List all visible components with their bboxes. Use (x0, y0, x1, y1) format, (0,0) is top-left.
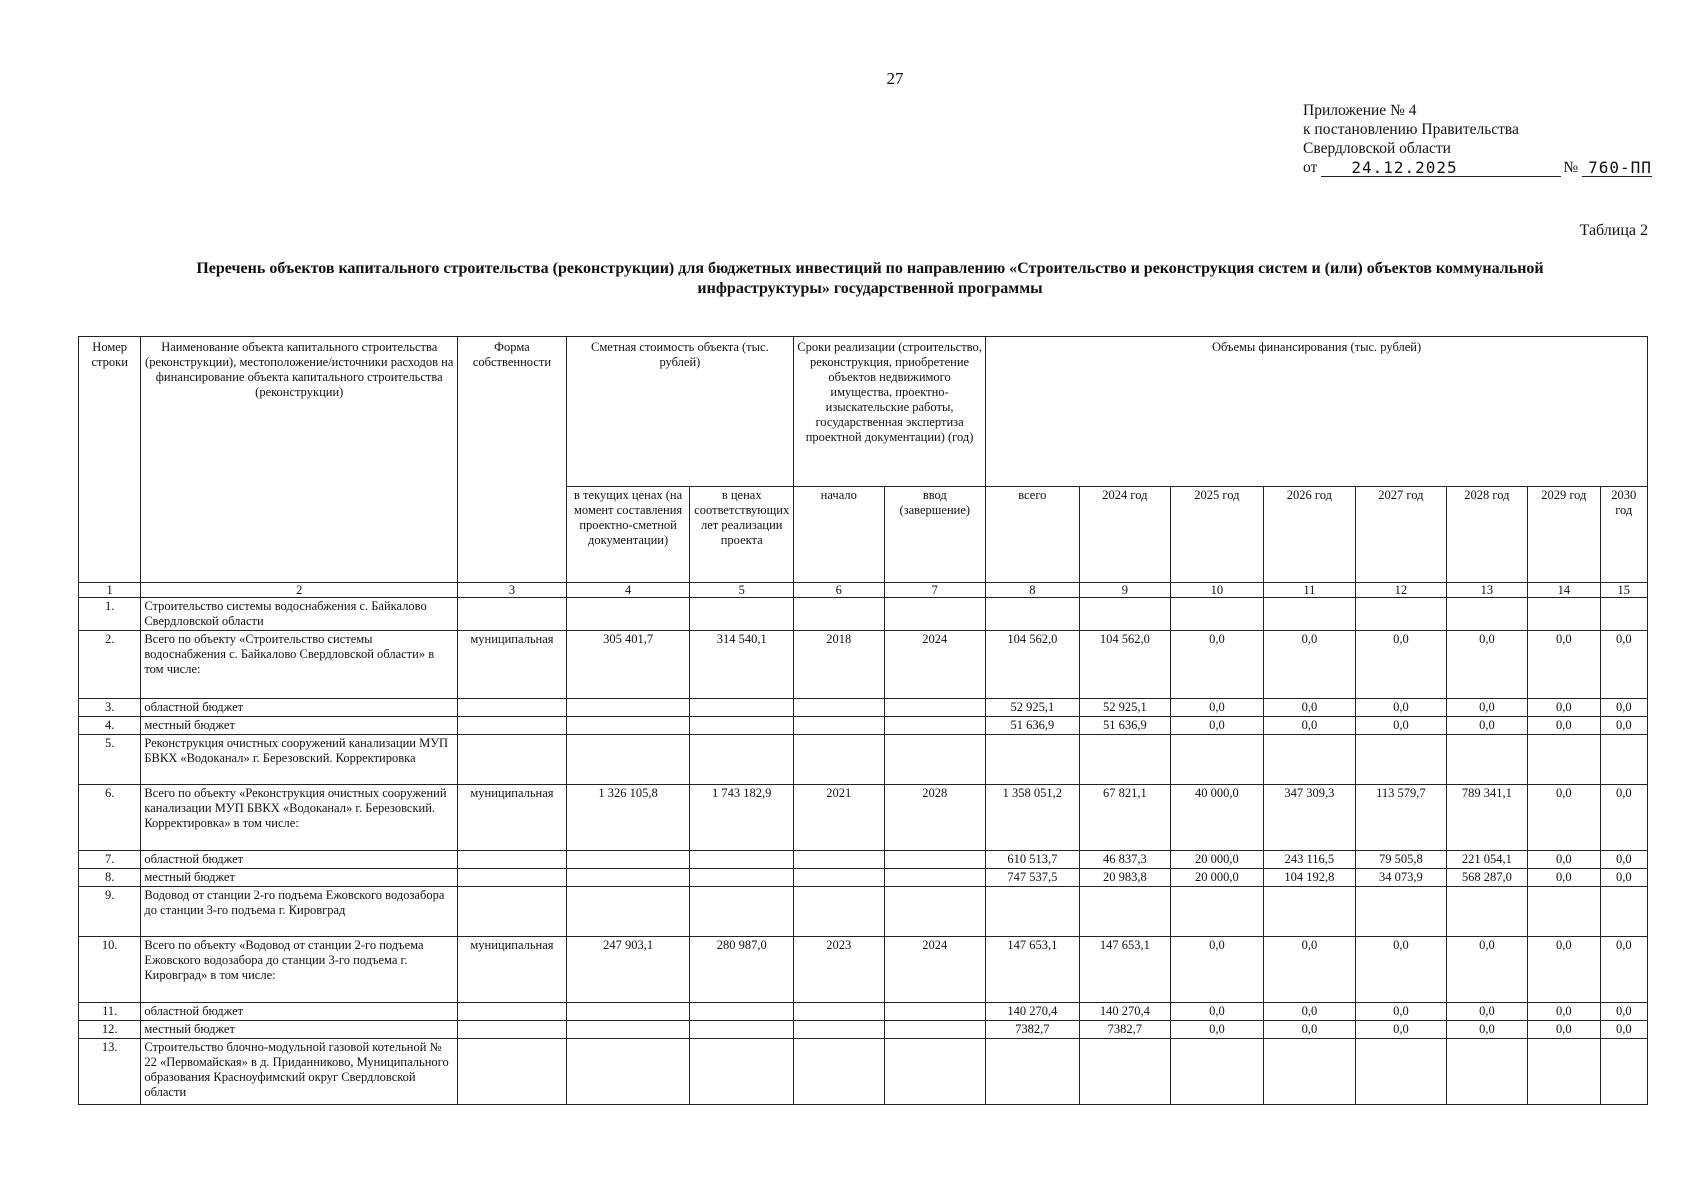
amount-2026: 0,0 (1263, 937, 1356, 1003)
cost-years: 280 987,0 (690, 937, 794, 1003)
amount-2026: 0,0 (1263, 717, 1356, 735)
cost-current: 247 903,1 (566, 937, 690, 1003)
row-number: 3. (79, 699, 141, 717)
start-year (794, 735, 885, 785)
header-2028: 2028 год (1446, 487, 1527, 583)
row-number: 7. (79, 851, 141, 869)
amount-2027 (1356, 1039, 1447, 1105)
object-name: местный бюджет (141, 717, 458, 735)
amount-2030 (1600, 598, 1647, 631)
object-name: областной бюджет (141, 699, 458, 717)
object-name: Водовод от станции 2-го подъема Ежовского водозабора до станции 3-го подъема г. Кировград (141, 887, 458, 937)
end-year (884, 1003, 986, 1021)
amount-2028: 0,0 (1446, 631, 1527, 699)
amount-2028 (1446, 1039, 1527, 1105)
table-row (79, 1003, 1648, 1021)
amount-2028: 0,0 (1446, 1003, 1527, 1021)
start-year (794, 717, 885, 735)
resolution-number: 760-ПП (1582, 160, 1652, 177)
amount-2028 (1446, 735, 1527, 785)
ownership: муниципальная (458, 785, 567, 851)
end-year (884, 735, 986, 785)
amount-2025: 0,0 (1171, 1021, 1264, 1039)
amount-2024: 147 653,1 (1079, 937, 1171, 1003)
start-year (794, 1003, 885, 1021)
amount-2025: 0,0 (1171, 937, 1264, 1003)
header-total: всего (986, 487, 1080, 583)
end-year (884, 699, 986, 717)
header-2030: 2030 год (1600, 487, 1647, 583)
object-name: местный бюджет (141, 869, 458, 887)
amount-2030: 0,0 (1600, 785, 1647, 851)
number-label: № (1563, 159, 1579, 176)
cost-years (690, 1021, 794, 1039)
cost-current (566, 887, 690, 937)
total-amount: 7382,7 (986, 1021, 1080, 1039)
amount-2027: 79 505,8 (1356, 851, 1447, 869)
table-row (79, 937, 1648, 1003)
column-number: 6 (794, 583, 885, 598)
amount-2024 (1079, 887, 1171, 937)
header-2029: 2029 год (1528, 487, 1600, 583)
header-ownership: Форма собственности (458, 337, 567, 583)
amount-2024: 46 837,3 (1079, 851, 1171, 869)
column-number: 11 (1263, 583, 1356, 598)
amount-2026 (1263, 887, 1356, 937)
total-amount: 104 562,0 (986, 631, 1080, 699)
amount-2030: 0,0 (1600, 717, 1647, 735)
object-name: Строительство блочно-модульной газовой котельной № 22 «Первомайская» в д. Приданниково, Муниципального образования Красноуфимский округ Свердловской области (141, 1039, 458, 1105)
end-year (884, 717, 986, 735)
amount-2026 (1263, 1039, 1356, 1105)
header-estimated-cost: Сметная стоимость объекта (тыс. рублей) (566, 337, 793, 487)
amount-2030: 0,0 (1600, 937, 1647, 1003)
cost-years (690, 598, 794, 631)
row-number: 5. (79, 735, 141, 785)
amount-2029 (1528, 598, 1600, 631)
row-number: 9. (79, 887, 141, 937)
header-2026: 2026 год (1263, 487, 1356, 583)
column-number: 9 (1079, 583, 1171, 598)
cost-years: 1 743 182,9 (690, 785, 794, 851)
column-number: 3 (458, 583, 567, 598)
table-row (79, 699, 1648, 717)
column-number: 13 (1446, 583, 1527, 598)
amount-2024: 51 636,9 (1079, 717, 1171, 735)
amount-2025: 20 000,0 (1171, 851, 1264, 869)
amount-2028: 0,0 (1446, 699, 1527, 717)
column-number-row (79, 583, 1648, 598)
table-row (79, 717, 1648, 735)
resolution-date: 24.12.2025 (1321, 160, 1561, 177)
total-amount (986, 887, 1080, 937)
appendix-date-row (1303, 158, 1663, 177)
amount-2027 (1356, 887, 1447, 937)
amount-2030: 0,0 (1600, 1003, 1647, 1021)
object-name: областной бюджет (141, 1003, 458, 1021)
amount-2029: 0,0 (1528, 937, 1600, 1003)
start-year: 2021 (794, 785, 885, 851)
amount-2024: 20 983,8 (1079, 869, 1171, 887)
amount-2029: 0,0 (1528, 869, 1600, 887)
ownership (458, 887, 567, 937)
amount-2028: 789 341,1 (1446, 785, 1527, 851)
start-year: 2018 (794, 631, 885, 699)
cost-years (690, 887, 794, 937)
table-row (79, 735, 1648, 785)
cost-current (566, 869, 690, 887)
cost-years (690, 717, 794, 735)
amount-2030: 0,0 (1600, 699, 1647, 717)
header-start: начало (794, 487, 885, 583)
cost-current (566, 1039, 690, 1105)
amount-2027: 113 579,7 (1356, 785, 1447, 851)
cost-years (690, 699, 794, 717)
amount-2029: 0,0 (1528, 699, 1600, 717)
header-terms: Сроки реализации (строительство, реконструкция, приобретение объектов недвижимого имущества, проектно-изыскательские работы, государственная экспертиза проектной документации) (год) (794, 337, 986, 487)
end-year (884, 887, 986, 937)
header-financing: Объемы финансирования (тыс. рублей) (986, 337, 1648, 487)
amount-2027: 0,0 (1356, 717, 1447, 735)
amount-2025: 20 000,0 (1171, 869, 1264, 887)
table-row (79, 869, 1648, 887)
ownership (458, 1003, 567, 1021)
amount-2025 (1171, 598, 1264, 631)
column-number: 5 (690, 583, 794, 598)
end-year (884, 1039, 986, 1105)
amount-2029 (1528, 735, 1600, 785)
amount-2024 (1079, 1039, 1171, 1105)
amount-2030: 0,0 (1600, 869, 1647, 887)
amount-2030: 0,0 (1600, 1021, 1647, 1039)
row-number: 13. (79, 1039, 141, 1105)
amount-2025: 40 000,0 (1171, 785, 1264, 851)
amount-2028 (1446, 887, 1527, 937)
amount-2025: 0,0 (1171, 1003, 1264, 1021)
amount-2030: 0,0 (1600, 631, 1647, 699)
table-row (79, 631, 1648, 699)
total-amount: 147 653,1 (986, 937, 1080, 1003)
amount-2024: 140 270,4 (1079, 1003, 1171, 1021)
ownership (458, 598, 567, 631)
header-object-name: Наименование объекта капитального строительства (реконструкции), местоположение/источники расходов на финансирование объекта капитального строительства (реконструкции) (141, 337, 458, 583)
start-year (794, 1021, 885, 1039)
amount-2025: 0,0 (1171, 631, 1264, 699)
row-number: 2. (79, 631, 141, 699)
column-number: 14 (1528, 583, 1600, 598)
object-name: местный бюджет (141, 1021, 458, 1039)
amount-2026 (1263, 598, 1356, 631)
header-2027: 2027 год (1356, 487, 1447, 583)
cost-current (566, 699, 690, 717)
from-label: от (1303, 159, 1318, 176)
start-year (794, 887, 885, 937)
header-end: ввод (завершение) (884, 487, 986, 583)
amount-2026: 0,0 (1263, 1021, 1356, 1039)
amount-2026: 0,0 (1263, 1003, 1356, 1021)
amount-2025 (1171, 735, 1264, 785)
total-amount (986, 598, 1080, 631)
appendix-block (1303, 101, 1663, 177)
amount-2028 (1446, 598, 1527, 631)
amount-2024: 104 562,0 (1079, 631, 1171, 699)
amount-2025 (1171, 887, 1264, 937)
amount-2027: 0,0 (1356, 937, 1447, 1003)
amount-2025: 0,0 (1171, 717, 1264, 735)
total-amount: 747 537,5 (986, 869, 1080, 887)
table-body (79, 337, 1648, 1105)
end-year (884, 598, 986, 631)
table-row (79, 851, 1648, 869)
ownership (458, 851, 567, 869)
amount-2024 (1079, 598, 1171, 631)
row-number: 8. (79, 869, 141, 887)
cost-current (566, 717, 690, 735)
amount-2030: 0,0 (1600, 851, 1647, 869)
cost-current (566, 1021, 690, 1039)
amount-2029: 0,0 (1528, 785, 1600, 851)
appendix-line-region: Свердловской области (1303, 140, 1451, 157)
amount-2024: 7382,7 (1079, 1021, 1171, 1039)
total-amount: 140 270,4 (986, 1003, 1080, 1021)
start-year (794, 598, 885, 631)
amount-2030 (1600, 735, 1647, 785)
table-row (79, 1039, 1648, 1105)
end-year: 2024 (884, 937, 986, 1003)
column-number: 8 (986, 583, 1080, 598)
ownership (458, 699, 567, 717)
row-number: 12. (79, 1021, 141, 1039)
appendix-title: Приложение № 4 (1303, 102, 1417, 119)
start-year (794, 869, 885, 887)
amount-2024 (1079, 735, 1171, 785)
row-number: 10. (79, 937, 141, 1003)
page-number: 27 (886, 69, 904, 88)
amount-2026: 243 116,5 (1263, 851, 1356, 869)
cost-current: 305 401,7 (566, 631, 690, 699)
cost-years (690, 869, 794, 887)
capital-objects-table (78, 336, 1648, 1105)
ownership: муниципальная (458, 937, 567, 1003)
amount-2029: 0,0 (1528, 717, 1600, 735)
cost-years (690, 735, 794, 785)
table-row (79, 887, 1648, 937)
column-number: 12 (1356, 583, 1447, 598)
header-cost-current: в текущих ценах (на момент составления проектно-сметной документации) (566, 487, 690, 583)
amount-2026: 0,0 (1263, 631, 1356, 699)
amount-2028: 221 054,1 (1446, 851, 1527, 869)
amount-2027: 34 073,9 (1356, 869, 1447, 887)
amount-2027 (1356, 735, 1447, 785)
amount-2028: 568 287,0 (1446, 869, 1527, 887)
amount-2028: 0,0 (1446, 717, 1527, 735)
object-name: Всего по объекту «Водовод от станции 2-го подъема Ежовского водозабора до станции 3-го подъема г. Кировград» в том числе: (141, 937, 458, 1003)
ownership (458, 869, 567, 887)
cost-current (566, 598, 690, 631)
ownership (458, 1039, 567, 1105)
end-year (884, 851, 986, 869)
amount-2024: 52 925,1 (1079, 699, 1171, 717)
cost-years: 314 540,1 (690, 631, 794, 699)
total-amount: 1 358 051,2 (986, 785, 1080, 851)
amount-2027: 0,0 (1356, 1021, 1447, 1039)
row-number: 1. (79, 598, 141, 631)
amount-2029: 0,0 (1528, 1021, 1600, 1039)
table-row (79, 785, 1648, 851)
amount-2027: 0,0 (1356, 699, 1447, 717)
amount-2025 (1171, 1039, 1264, 1105)
end-year: 2024 (884, 631, 986, 699)
row-number: 6. (79, 785, 141, 851)
amount-2027 (1356, 598, 1447, 631)
column-number: 7 (884, 583, 986, 598)
object-name: Всего по объекту «Строительство системы водоснабжения с. Байкалово Свердловской области» в том числе: (141, 631, 458, 699)
ownership (458, 717, 567, 735)
amount-2026: 0,0 (1263, 699, 1356, 717)
ownership (458, 1021, 567, 1039)
amount-2030 (1600, 887, 1647, 937)
column-number: 4 (566, 583, 690, 598)
document-title: Перечень объектов капитального строительства (реконструкции) для бюджетных инвестиций по направлению «Строительство и реконструкция систем и (или) объектов коммунальной инфраструктуры» государственной программы (196, 260, 1544, 297)
header-cost-years: в ценах соответствующих лет реализации проекта (690, 487, 794, 583)
amount-2026 (1263, 735, 1356, 785)
cost-current (566, 735, 690, 785)
end-year: 2028 (884, 785, 986, 851)
column-number: 2 (141, 583, 458, 598)
amount-2028: 0,0 (1446, 1021, 1527, 1039)
amount-2030 (1600, 1039, 1647, 1105)
total-amount: 52 925,1 (986, 699, 1080, 717)
row-number: 4. (79, 717, 141, 735)
amount-2029 (1528, 1039, 1600, 1105)
start-year: 2023 (794, 937, 885, 1003)
cost-current (566, 851, 690, 869)
end-year (884, 869, 986, 887)
column-number: 15 (1600, 583, 1647, 598)
start-year (794, 699, 885, 717)
header-2025: 2025 год (1171, 487, 1264, 583)
table-row (79, 1021, 1648, 1039)
total-amount (986, 1039, 1080, 1105)
total-amount (986, 735, 1080, 785)
cost-current (566, 1003, 690, 1021)
object-name: Реконструкция очистных сооружений канализации МУП БВКХ «Водоканал» г. Березовский. Корректировка (141, 735, 458, 785)
column-number: 10 (1171, 583, 1264, 598)
cost-years (690, 851, 794, 869)
cost-current: 1 326 105,8 (566, 785, 690, 851)
amount-2026: 104 192,8 (1263, 869, 1356, 887)
table-label: Таблица 2 (1579, 222, 1648, 239)
cost-years (690, 1003, 794, 1021)
object-name: Строительство системы водоснабжения с. Байкалово Свердловской области (141, 598, 458, 631)
column-number: 1 (79, 583, 141, 598)
table-row (79, 598, 1648, 631)
total-amount: 51 636,9 (986, 717, 1080, 735)
amount-2027: 0,0 (1356, 631, 1447, 699)
amount-2029: 0,0 (1528, 1003, 1600, 1021)
object-name: областной бюджет (141, 851, 458, 869)
amount-2024: 67 821,1 (1079, 785, 1171, 851)
ownership (458, 735, 567, 785)
total-amount: 610 513,7 (986, 851, 1080, 869)
amount-2029: 0,0 (1528, 851, 1600, 869)
start-year (794, 1039, 885, 1105)
amount-2029 (1528, 887, 1600, 937)
amount-2029: 0,0 (1528, 631, 1600, 699)
ownership: муниципальная (458, 631, 567, 699)
object-name: Всего по объекту «Реконструкция очистных сооружений канализации МУП БВКХ «Водоканал» г. Березовский. Корректировка» в том числе: (141, 785, 458, 851)
amount-2025: 0,0 (1171, 699, 1264, 717)
header-2024: 2024 год (1079, 487, 1171, 583)
header-row-top (79, 337, 1648, 487)
start-year (794, 851, 885, 869)
appendix-line-resolution: к постановлению Правительства (1303, 121, 1519, 138)
amount-2027: 0,0 (1356, 1003, 1447, 1021)
row-number: 11. (79, 1003, 141, 1021)
cost-years (690, 1039, 794, 1105)
amount-2026: 347 309,3 (1263, 785, 1356, 851)
header-row-number: Номер строки (79, 337, 141, 583)
end-year (884, 1021, 986, 1039)
amount-2028: 0,0 (1446, 937, 1527, 1003)
